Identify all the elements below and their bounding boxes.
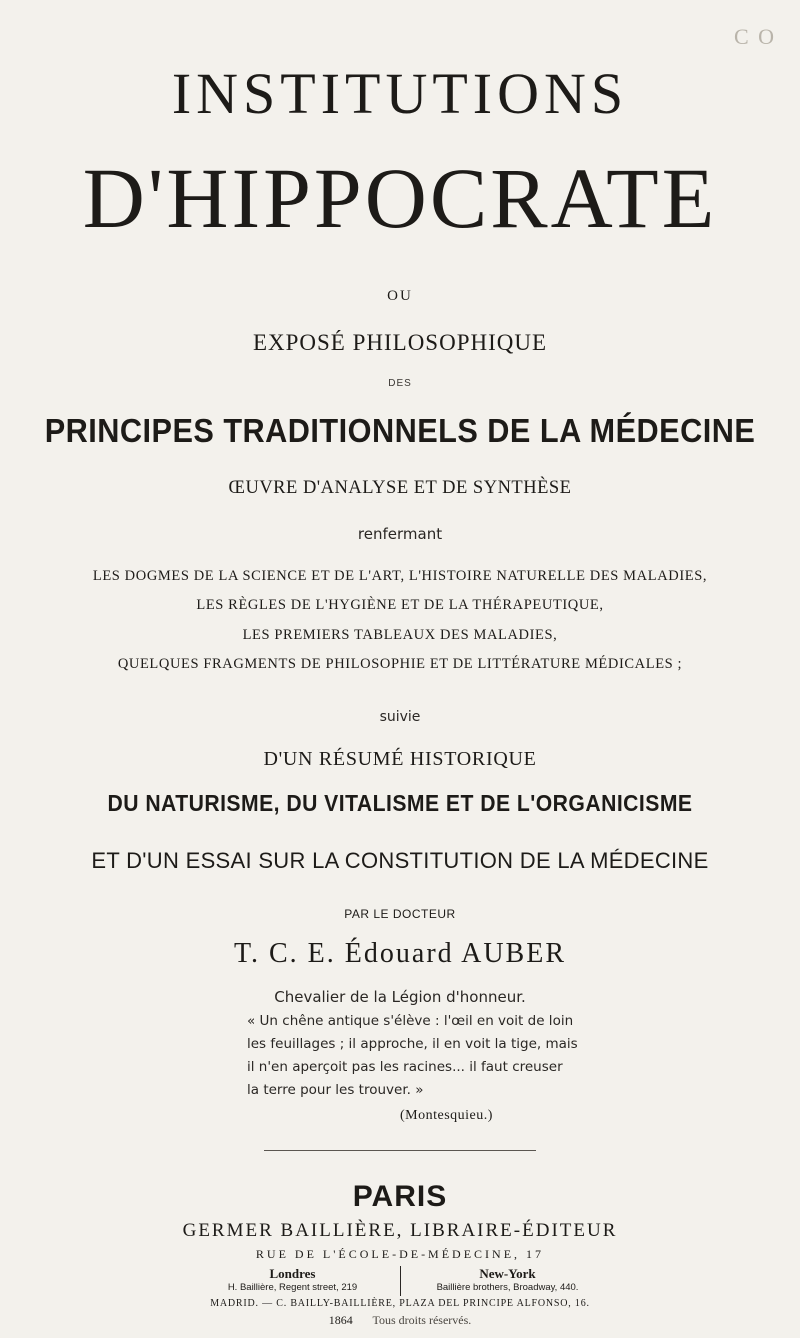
conjunction-des: DES (388, 378, 412, 389)
epigraph-line: la terre pour les trouver. » (247, 1082, 424, 1098)
imprint-madrid: MADRID. — C. BAILLY-BAILLIÈRE, PLAZA DEL PRINCIPE ALFONSO, 16. (210, 1298, 590, 1309)
title-line-2: D'HIPPOCRATE (82, 150, 718, 246)
imprint-address: RUE DE L'ÉCOLE-DE-MÉDECINE, 17 (255, 1247, 545, 1261)
divider (264, 1150, 536, 1151)
word-renfermant: renfermant (357, 525, 443, 543)
london-city: Londres (269, 1266, 316, 1281)
subtitle-resume: D'UN RÉSUMÉ HISTORIQUE (263, 748, 537, 770)
corner-mark: C O (733, 24, 776, 49)
conjunction-ou: OU (387, 288, 413, 304)
par-le-docteur: PAR LE DOCTEUR (344, 907, 456, 921)
imprint-publisher: GERMER BAILLIÈRE, LIBRAIRE-ÉDITEUR (182, 1220, 618, 1241)
epigraph-line: les feuillages ; il approche, il en voit la tige, mais (247, 1036, 578, 1052)
newyork-city: New-York (479, 1266, 536, 1281)
imprint-year-rights (0, 1313, 800, 1328)
subtitle-essai: ET D'UN ESSAI SUR LA CONSTITUTION DE LA MÉDECINE (91, 848, 709, 873)
epigraph-line: il n'en aperçoit pas les racines... il faut creuser (247, 1059, 563, 1075)
contents-line: LES RÈGLES DE L'HYGIÈNE ET DE LA THÉRAPEUTIQUE, (196, 597, 604, 613)
subtitle-principes: PRINCIPES TRADITIONNELS DE LA MÉDECINE (44, 412, 756, 449)
epigraph-source: (Montesquieu.) (400, 1108, 493, 1123)
imprint-rights: Tous droits réservés. (372, 1313, 472, 1327)
imprint-city-paris: PARIS (352, 1180, 448, 1213)
epigraph-line: « Un chêne antique s'élève : l'œil en voit de loin (247, 1013, 574, 1029)
subtitle-expose: EXPOSÉ PHILOSOPHIQUE (252, 330, 548, 355)
imprint-year: 1864 (328, 1313, 353, 1327)
contents-line: QUELQUES FRAGMENTS DE PHILOSOPHIE ET DE LITTÉRATURE MÉDICALES ; (117, 656, 683, 672)
newyork-branch (405, 1266, 610, 1293)
subtitle-oeuvre: ŒUVRE D'ANALYSE ET DE SYNTHÈSE (228, 478, 572, 498)
branches-row (0, 1266, 800, 1296)
london-address: H. Baillière, Regent street, 219 (227, 1282, 358, 1293)
newyork-address: Baillière brothers, Broadway, 440. (436, 1282, 579, 1293)
title-line-1: INSTITUTIONS (171, 61, 629, 126)
subtitle-naturisme: DU NATURISME, DU VITALISME ET DE L'ORGANICISME (107, 790, 693, 816)
branch-divider (400, 1266, 401, 1296)
author-name: T. C. E. Édouard AUBER (233, 938, 566, 969)
contents-line: LES PREMIERS TABLEAUX DES MALADIES, (242, 627, 558, 643)
word-suivie: suivie (379, 709, 421, 725)
author-honor: Chevalier de la Légion d'honneur. (274, 988, 526, 1006)
london-branch (190, 1266, 395, 1293)
contents-line: LES DOGMES DE LA SCIENCE ET DE L'ART, L'HISTOIRE NATURELLE DES MALADIES, (92, 568, 708, 584)
